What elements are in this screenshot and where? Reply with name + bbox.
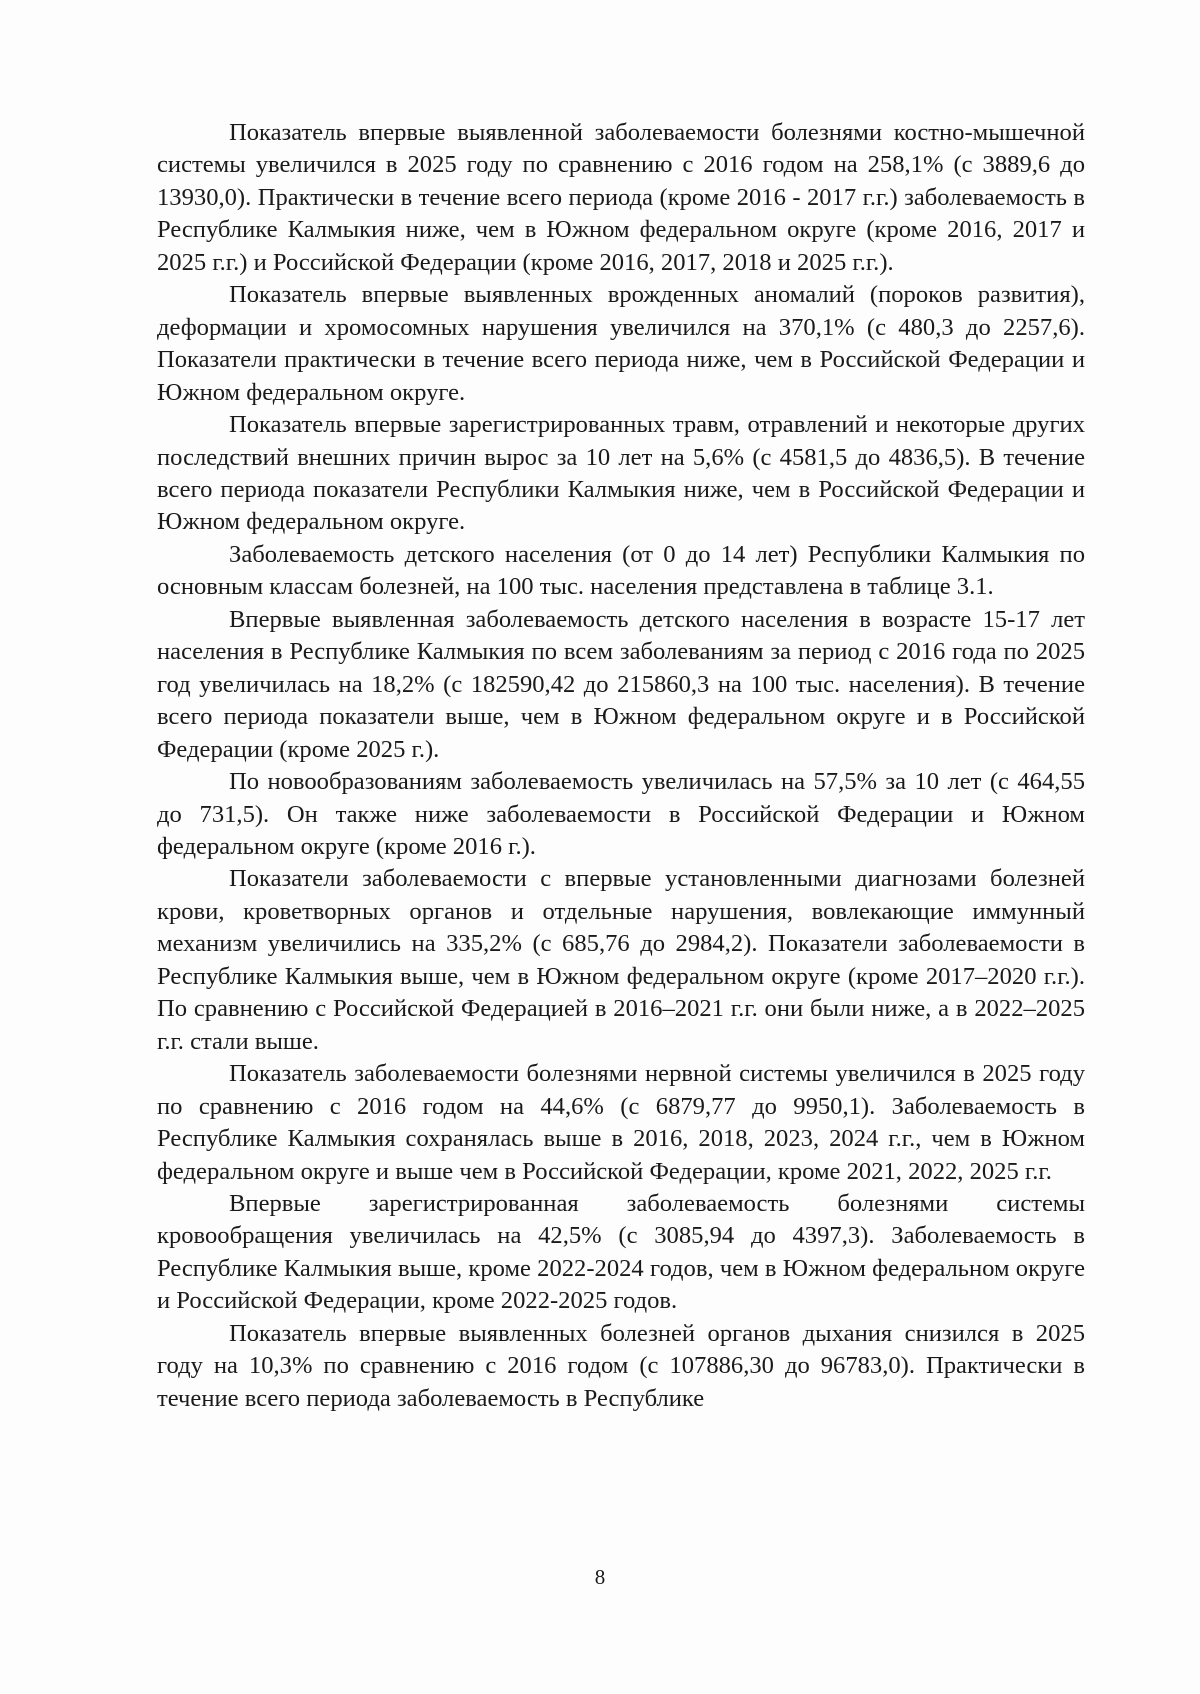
document-body bbox=[157, 117, 1085, 1415]
paragraph-blood-diseases: Показатели заболеваемости с впервые установленными диагнозами болезней крови, кроветворных органов и отдельные нарушения, вовлекающие иммунный механизм увеличились на 335,2% (с 685,76 до 2984,2). Показатели заболеваемости в Республике Калмыкия выше, чем в Южном федеральном округе (кроме 2017–2020 г.г.). По сравнению с Российской Федерацией в 2016–2021 г.г. они были ниже, а в 2022–2025 г.г. стали выше. bbox=[157, 865, 1085, 1055]
paragraph-nervous-system: Показатель заболеваемости болезнями нервной системы увеличился в 2025 году по сравнению с 2016 годом на 44,6% (с 6879,77 до 9950,1). Заболеваемость в Республике Калмыкия сохранялась выше в 2016, 2018, 2023, 2024 г.г., чем в Южном федеральном округе и выше чем в Российской Федерации, кроме 2021, 2022, 2025 г.г. bbox=[157, 1060, 1085, 1185]
page-number: 8 bbox=[594, 1565, 606, 1589]
paragraph-child-morbidity: Заболеваемость детского населения (от 0 до 14 лет) Республики Калмыкия по основным классам болезней, на 100 тыс. населения представлена в таблице 3.1. bbox=[157, 540, 1085, 601]
paragraph-teen-morbidity: Впервые выявленная заболеваемость детского населения в возрасте 15-17 лет населения в Республике Калмыкия по всем заболеваниям за период с 2016 года по 2025 год увеличилась на 18,2% (с 182590,42 до 215860,3 на 100 тыс. населения). В течение всего периода показатели выше, чем в Южном федеральном округе и в Российской Федерации (кроме 2025 г.). bbox=[157, 605, 1085, 763]
paragraph-circulatory-system: Впервые зарегистрированная заболеваемость болезнями системы кровообращения увеличилась на 42,5% (с 3085,94 до 4397,3). Заболеваемость в Республике Калмыкия выше, кроме 2022-2024 годов, чем в Южном федеральном округе и Российской Федерации, кроме 2022-2025 годов. bbox=[157, 1189, 1085, 1315]
paragraph-musculoskeletal: Показатель впервые выявленной заболеваемости болезнями костно-мышечной системы увеличился в 2025 году по сравнению с 2016 годом на 258,1% (с 3889,6 до 13930,0). Практически в течение всего периода (кроме 2016 - 2017 г.г.) заболеваемость в Республике Калмыкия ниже, чем в Южном федеральном округе (кроме 2016, 2017 и 2025 г.г.) и Российской Федерации (кроме 2016, 2017, 2018 и 2025 г.г.). bbox=[157, 119, 1085, 276]
paragraph-neoplasms: По новообразованиям заболеваемость увеличилась на 57,5% за 10 лет (с 464,55 до 731,5). Он также ниже заболеваемости в Российской Федерации и Южном федеральном округе (кроме 2016 г.). bbox=[157, 768, 1085, 860]
paragraph-congenital-anomalies: Показатель впервые выявленных врожденных аномалий (пороков развития), деформации и хромосомных нарушения увеличился на 370,1% (с 480,3 до 2257,6). Показатели практически в течение всего периода ниже, чем в Российской Федерации и Южном федеральном округе. bbox=[157, 281, 1085, 406]
paragraph-respiratory-system: Показатель впервые выявленных болезней органов дыхания снизился в 2025 году на 10,3% по сравнению с 2016 годом (с 107886,30 до 96783,0). Практически в течение всего периода заболеваемость в Республике bbox=[157, 1319, 1085, 1412]
paragraph-injuries: Показатель впервые зарегистрированных травм, отравлений и некоторые других последствий внешних причин вырос за 10 лет на 5,6% (с 4581,5 до 4836,5). В течение всего периода показатели Республики Калмыкия ниже, чем в Российской Федерации и Южном федеральном округе. bbox=[157, 411, 1085, 536]
